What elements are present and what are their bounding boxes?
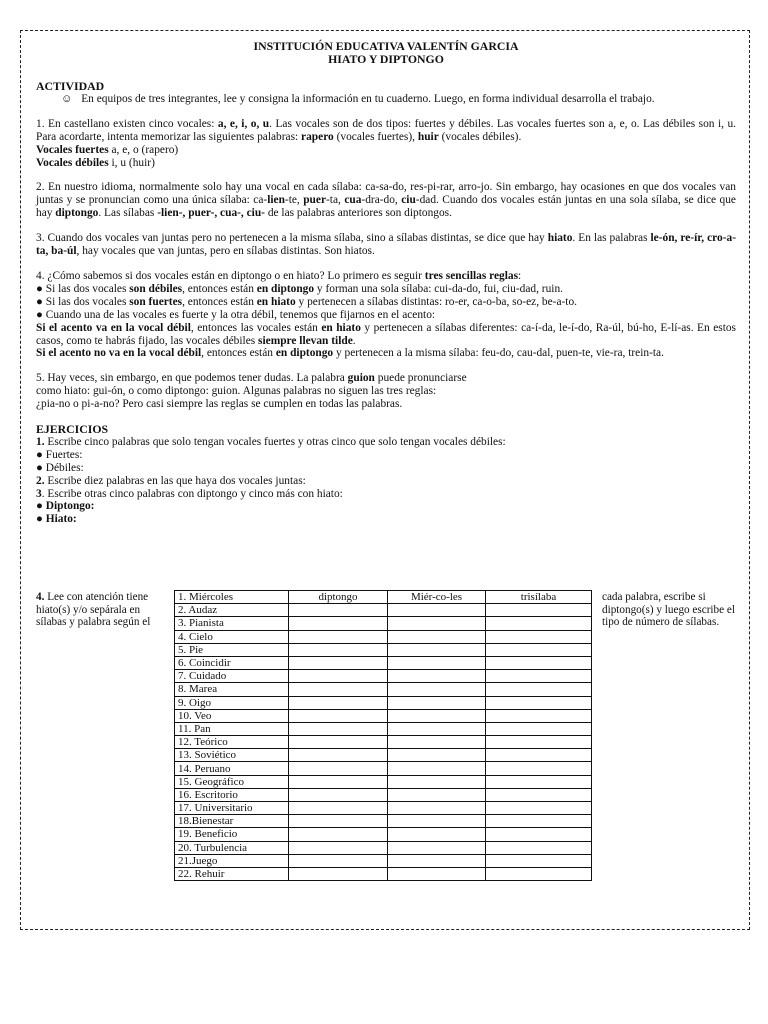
e3-text: . Escribe otras cinco palabras con diptongo y cinco más con hiato:: [41, 487, 343, 500]
intro-text: En equipos de tres integrantes, lee y consigna la información en tu cuaderno. Luego, en forma individual desarrolla el trabajo.: [81, 92, 655, 105]
r5-c: en diptongo: [275, 347, 334, 360]
p2-text-a: 2. En nuestro idioma, normalmente solo hay una vocal en cada sílaba: ca-sa-do, res-pi-rar, arro-jo. Sin embargo, hay ocasiones en que dos vocales van juntas y se pronuncian como una única sílaba: ca-: [36, 181, 736, 207]
class-cell: [486, 815, 592, 828]
type-cell: [289, 722, 388, 735]
word-cell: 16. Escritorio: [175, 788, 289, 801]
exercise-4-left: [36, 591, 166, 629]
syllables-cell: [388, 788, 486, 801]
table-row: [175, 604, 592, 617]
type-cell: [289, 815, 388, 828]
type-cell: [289, 775, 388, 788]
p2-lien: lien: [267, 194, 285, 207]
p2-diptongo: diptongo: [55, 207, 99, 220]
p1-text-b: . Las vocales son de dos tipos: fuertes y débiles. Las vocales fuertes son a, e, o. Las débiles son i, u. Para acordarte, intenta memorizar las siguientes palabras:: [36, 117, 737, 143]
r2-e: y pertenecen a sílabas distintas: ro-er, ca-o-ba, so-ez, be-a-to.: [295, 295, 578, 308]
p5-line-2: como hiato: gui-ón, o como diptongo: guion. Algunas palabras no siguen las tres reglas:: [36, 385, 437, 398]
syllables-cell: [388, 736, 486, 749]
class-cell: [486, 604, 592, 617]
class-cell: [486, 788, 592, 801]
p1-vocales: a, e, i, o, u: [217, 117, 270, 130]
p2-silabas: -lien-, puer-, cua-, ciu-: [157, 207, 265, 220]
syllables-cell: [388, 617, 486, 630]
syllables-cell: [388, 815, 486, 828]
class-cell: [486, 683, 592, 696]
type-cell: [289, 670, 388, 683]
fuertes-label: Vocales fuertes: [36, 143, 109, 156]
table-row: [175, 696, 592, 709]
word-cell: 8. Marea: [175, 683, 289, 696]
word-cell: 13. Soviético: [175, 749, 289, 762]
r4-c: en hiato: [321, 321, 361, 334]
word-cell: 11. Pan: [175, 722, 289, 735]
class-cell: [486, 709, 592, 722]
hiato-label: ● Hiato:: [36, 513, 77, 526]
p3-text-a: 3. Cuando dos vocales van juntas pero no pertenecen a la misma sílaba, sino a sílabas distintas, se dice que hay: [36, 232, 548, 245]
word-cell: 17. Universitario: [175, 802, 289, 815]
word-cell: 5. Pie: [175, 643, 289, 656]
table-row: [175, 591, 592, 604]
e2-text: Escribe diez palabras en las que haya dos vocales juntas:: [44, 474, 306, 487]
class-cell: [486, 696, 592, 709]
r2-a: ● Si las dos vocales: [36, 295, 130, 308]
p2-text-g: de las palabras anteriores son diptongos.: [264, 207, 452, 220]
p4-text-b: :: [518, 269, 522, 282]
word-cell: 19. Beneficio: [175, 828, 289, 841]
word-cell: 20. Turbulencia: [175, 841, 289, 854]
type-cell: [289, 788, 388, 801]
exercise-3: [36, 488, 736, 501]
r4-d: y pertenecen a sílabas diferentes: ca-í-da, le-í-do, Ra-úl, bú-ho, E-lí-as. En estos casos, como te habrás fijado, las vocales débiles: [36, 321, 736, 347]
p2-text-d: -dra-do,: [361, 194, 402, 207]
p2-ciu: ciu: [401, 194, 416, 207]
class-cell: [486, 749, 592, 762]
p4-reglas: tres sencillas reglas: [424, 269, 519, 282]
r5-a: Si el acento no va en la vocal débil: [36, 347, 202, 360]
rule-1: [36, 283, 736, 296]
rule-3: ● Cuando una de las vocales es fuerte y la otra débil, tenemos que fijarnos en el acento:: [36, 308, 436, 321]
word-cell: 10. Veo: [175, 709, 289, 722]
syllables-cell: [388, 802, 486, 815]
type-cell: [289, 617, 388, 630]
syllables-cell: [388, 604, 486, 617]
type-cell: [289, 736, 388, 749]
p3-text-c: , hay vocales que van juntas, pero en sílabas distintas. Son hiatos.: [76, 245, 375, 258]
word-cell: 22. Rehuir: [175, 867, 289, 880]
type-cell: [289, 709, 388, 722]
debiles-label: Vocales débiles: [36, 156, 109, 169]
debiles-bullet: ● Débiles:: [36, 461, 84, 474]
table-row: [175, 788, 592, 801]
table-row: [175, 867, 592, 880]
class-cell: [486, 802, 592, 815]
p1-huir: huir: [417, 130, 439, 143]
word-cell: 18.Bienestar: [175, 815, 289, 828]
r1-a: ● Si las dos vocales: [36, 282, 130, 295]
syllables-cell: [388, 696, 486, 709]
p2-text-e: -dad. Cuando dos vocales están juntas en una sola sílaba, se dice que hay: [36, 194, 736, 220]
p5-guion: guion: [347, 372, 375, 385]
word-cell: 21.Juego: [175, 854, 289, 867]
table-row: [175, 841, 592, 854]
class-cell: [486, 722, 592, 735]
class-cell: [486, 736, 592, 749]
class-cell: [486, 854, 592, 867]
word-cell: 6. Coincidir: [175, 656, 289, 669]
word-cell: 14. Peruano: [175, 762, 289, 775]
exercise-4-right: [602, 591, 742, 629]
paragraph-3: [36, 232, 736, 258]
rule-5: [36, 347, 736, 360]
class-cell: [486, 762, 592, 775]
type-cell: [289, 656, 388, 669]
class-cell: [486, 617, 592, 630]
p4-text-a: 4. ¿Cómo sabemos si dos vocales están en diptongo o en hiato? Lo primero es seguir: [36, 269, 425, 282]
p3-hiato: hiato: [547, 232, 573, 245]
actividad-intro: [36, 93, 736, 106]
word-cell: 2. Audaz: [175, 604, 289, 617]
type-cell: [289, 630, 388, 643]
type-cell: [289, 841, 388, 854]
r4-e: siempre llevan tilde: [258, 334, 353, 347]
class-cell: [486, 828, 592, 841]
syllables-cell: [388, 749, 486, 762]
p3-text-b: . En las palabras: [572, 232, 651, 245]
class-cell: [486, 841, 592, 854]
syllables-cell: [388, 867, 486, 880]
type-cell: [289, 604, 388, 617]
type-cell: [289, 696, 388, 709]
worksheet-body: [36, 40, 736, 526]
school-title: INSTITUCIÓN EDUCATIVA VALENTÍN GARCIA: [253, 39, 519, 53]
word-cell: 3. Pianista: [175, 617, 289, 630]
table-row: [175, 828, 592, 841]
topic-title: HIATO Y DIPTONGO: [328, 52, 444, 66]
r5-d: y pertenecen a la misma sílaba: feu-do, cau-dal, puen-te, vie-ra, trein-ta.: [333, 347, 664, 360]
r1-e: y forman una sola sílaba: cui-da-do, fui, ciu-dad, ruin.: [314, 282, 563, 295]
class-cell: trisílaba: [486, 591, 592, 604]
syllables-cell: [388, 643, 486, 656]
type-cell: [289, 762, 388, 775]
exercise-1: [36, 436, 736, 449]
table-row: [175, 736, 592, 749]
vocales-debiles-line: [36, 157, 736, 170]
table-row: [175, 802, 592, 815]
syllables-cell: [388, 630, 486, 643]
syllables-cell: [388, 854, 486, 867]
table-row: [175, 775, 592, 788]
p1-text-d: (vocales débiles).: [438, 130, 522, 143]
syllables-cell: [388, 841, 486, 854]
type-cell: [289, 854, 388, 867]
p3-ejemplos: le-ón, re-ír, cro-a-ta, ba-úl: [36, 232, 736, 258]
p1-text-c: (vocales fuertes),: [333, 130, 418, 143]
type-cell: [289, 749, 388, 762]
syllables-cell: [388, 762, 486, 775]
table-row: [175, 762, 592, 775]
exercise-2: [36, 475, 736, 488]
class-cell: [486, 643, 592, 656]
table-row: [175, 656, 592, 669]
diptongo-label: ● Diptongo:: [36, 500, 95, 513]
word-cell: 9. Oigo: [175, 696, 289, 709]
table-row: [175, 709, 592, 722]
word-cell: 7. Cuidado: [175, 670, 289, 683]
e2-number: 2.: [36, 474, 45, 487]
paragraph-4: [36, 270, 736, 283]
e1-number: 1.: [36, 435, 45, 448]
syllables-cell: [388, 683, 486, 696]
e4-left-text: Lee con atención tiene hiato(s) y/o sepárala en sílabas y palabra según el: [36, 591, 151, 629]
p1-rapero: rapero: [301, 130, 334, 143]
syllables-cell: [388, 775, 486, 788]
e4-number: 4.: [36, 591, 45, 603]
type-cell: [289, 683, 388, 696]
class-cell: [486, 630, 592, 643]
type-cell: [289, 867, 388, 880]
p5-text-a: 5. Hay veces, sin embargo, en que podemos tener dudas. La palabra: [36, 372, 348, 385]
e1-text: Escribe cinco palabras que solo tengan vocales fuertes y otras cinco que solo tengan vocales débiles:: [44, 435, 506, 448]
paragraph-2: [36, 181, 736, 220]
rule-4: [36, 322, 736, 348]
paragraph-1: [36, 118, 736, 144]
actividad-title: ACTIVIDAD: [36, 79, 105, 93]
table-row: [175, 670, 592, 683]
syllables-cell: [388, 709, 486, 722]
table-row: [175, 643, 592, 656]
e4-right-text: cada palabra, escribe si diptongo(s) y luego escribe el tipo de número de sílabas.: [602, 591, 735, 629]
table-row: [175, 683, 592, 696]
type-cell: [289, 802, 388, 815]
class-cell: [486, 775, 592, 788]
word-cell: 4. Cielo: [175, 630, 289, 643]
word-analysis-table: [174, 590, 592, 881]
type-cell: diptongo: [289, 591, 388, 604]
vocales-fuertes-line: [36, 144, 736, 157]
table-row: [175, 749, 592, 762]
word-cell: 15. Geográfico: [175, 775, 289, 788]
word-cell: 12. Teórico: [175, 736, 289, 749]
table-row: [175, 617, 592, 630]
p1-text-a: 1. En castellano existen cinco vocales:: [36, 117, 218, 130]
syllables-cell: Miér-co-les: [388, 591, 486, 604]
r2-c: , entonces están: [182, 295, 257, 308]
e3-number: 3: [36, 487, 42, 500]
table-row: [175, 630, 592, 643]
table-row: [175, 854, 592, 867]
class-cell: [486, 670, 592, 683]
p5-line-3: ¿pia-no o pi-a-no? Pero casi siempre las reglas se cumplen en todas las palabras.: [36, 398, 403, 411]
ejercicios-title: EJERCICIOS: [36, 422, 109, 437]
p5-text-b: puede pronunciarse: [374, 372, 467, 385]
p2-text-b: -te,: [284, 194, 304, 207]
r1-d: en diptongo: [256, 282, 315, 295]
table-row: [175, 815, 592, 828]
fuertes-value: a, e, o (rapero): [108, 143, 179, 156]
rule-2: [36, 296, 736, 309]
diptongo-bullet: [36, 500, 736, 513]
r4-b: , entonces las vocales están: [190, 321, 322, 334]
r4-a: Si el acento va en la vocal débil: [36, 321, 191, 334]
syllables-cell: [388, 828, 486, 841]
type-cell: [289, 828, 388, 841]
r2-b: son fuertes: [129, 295, 183, 308]
r1-c: , entonces están: [182, 282, 257, 295]
debiles-value: i, u (huir): [108, 156, 155, 169]
type-cell: [289, 643, 388, 656]
hiato-bullet: [36, 513, 736, 526]
syllables-cell: [388, 722, 486, 735]
word-cell: 1. Miércoles: [175, 591, 289, 604]
fuertes-bullet: ● Fuertes:: [36, 448, 83, 461]
p2-text-c: -ta,: [326, 194, 345, 207]
syllables-cell: [388, 670, 486, 683]
table-row: [175, 722, 592, 735]
p2-text-f: . Las sílabas: [98, 207, 158, 220]
syllables-cell: [388, 656, 486, 669]
r5-b: , entonces están: [201, 347, 276, 360]
paragraph-5: [36, 372, 736, 385]
r2-d: en hiato: [256, 295, 296, 308]
p2-cua: cua: [344, 194, 362, 207]
r1-b: son débiles: [129, 282, 183, 295]
r4-f: .: [352, 334, 356, 347]
class-cell: [486, 656, 592, 669]
smiley-icon: ☺: [61, 92, 73, 105]
p2-puer: puer: [303, 194, 327, 207]
class-cell: [486, 867, 592, 880]
